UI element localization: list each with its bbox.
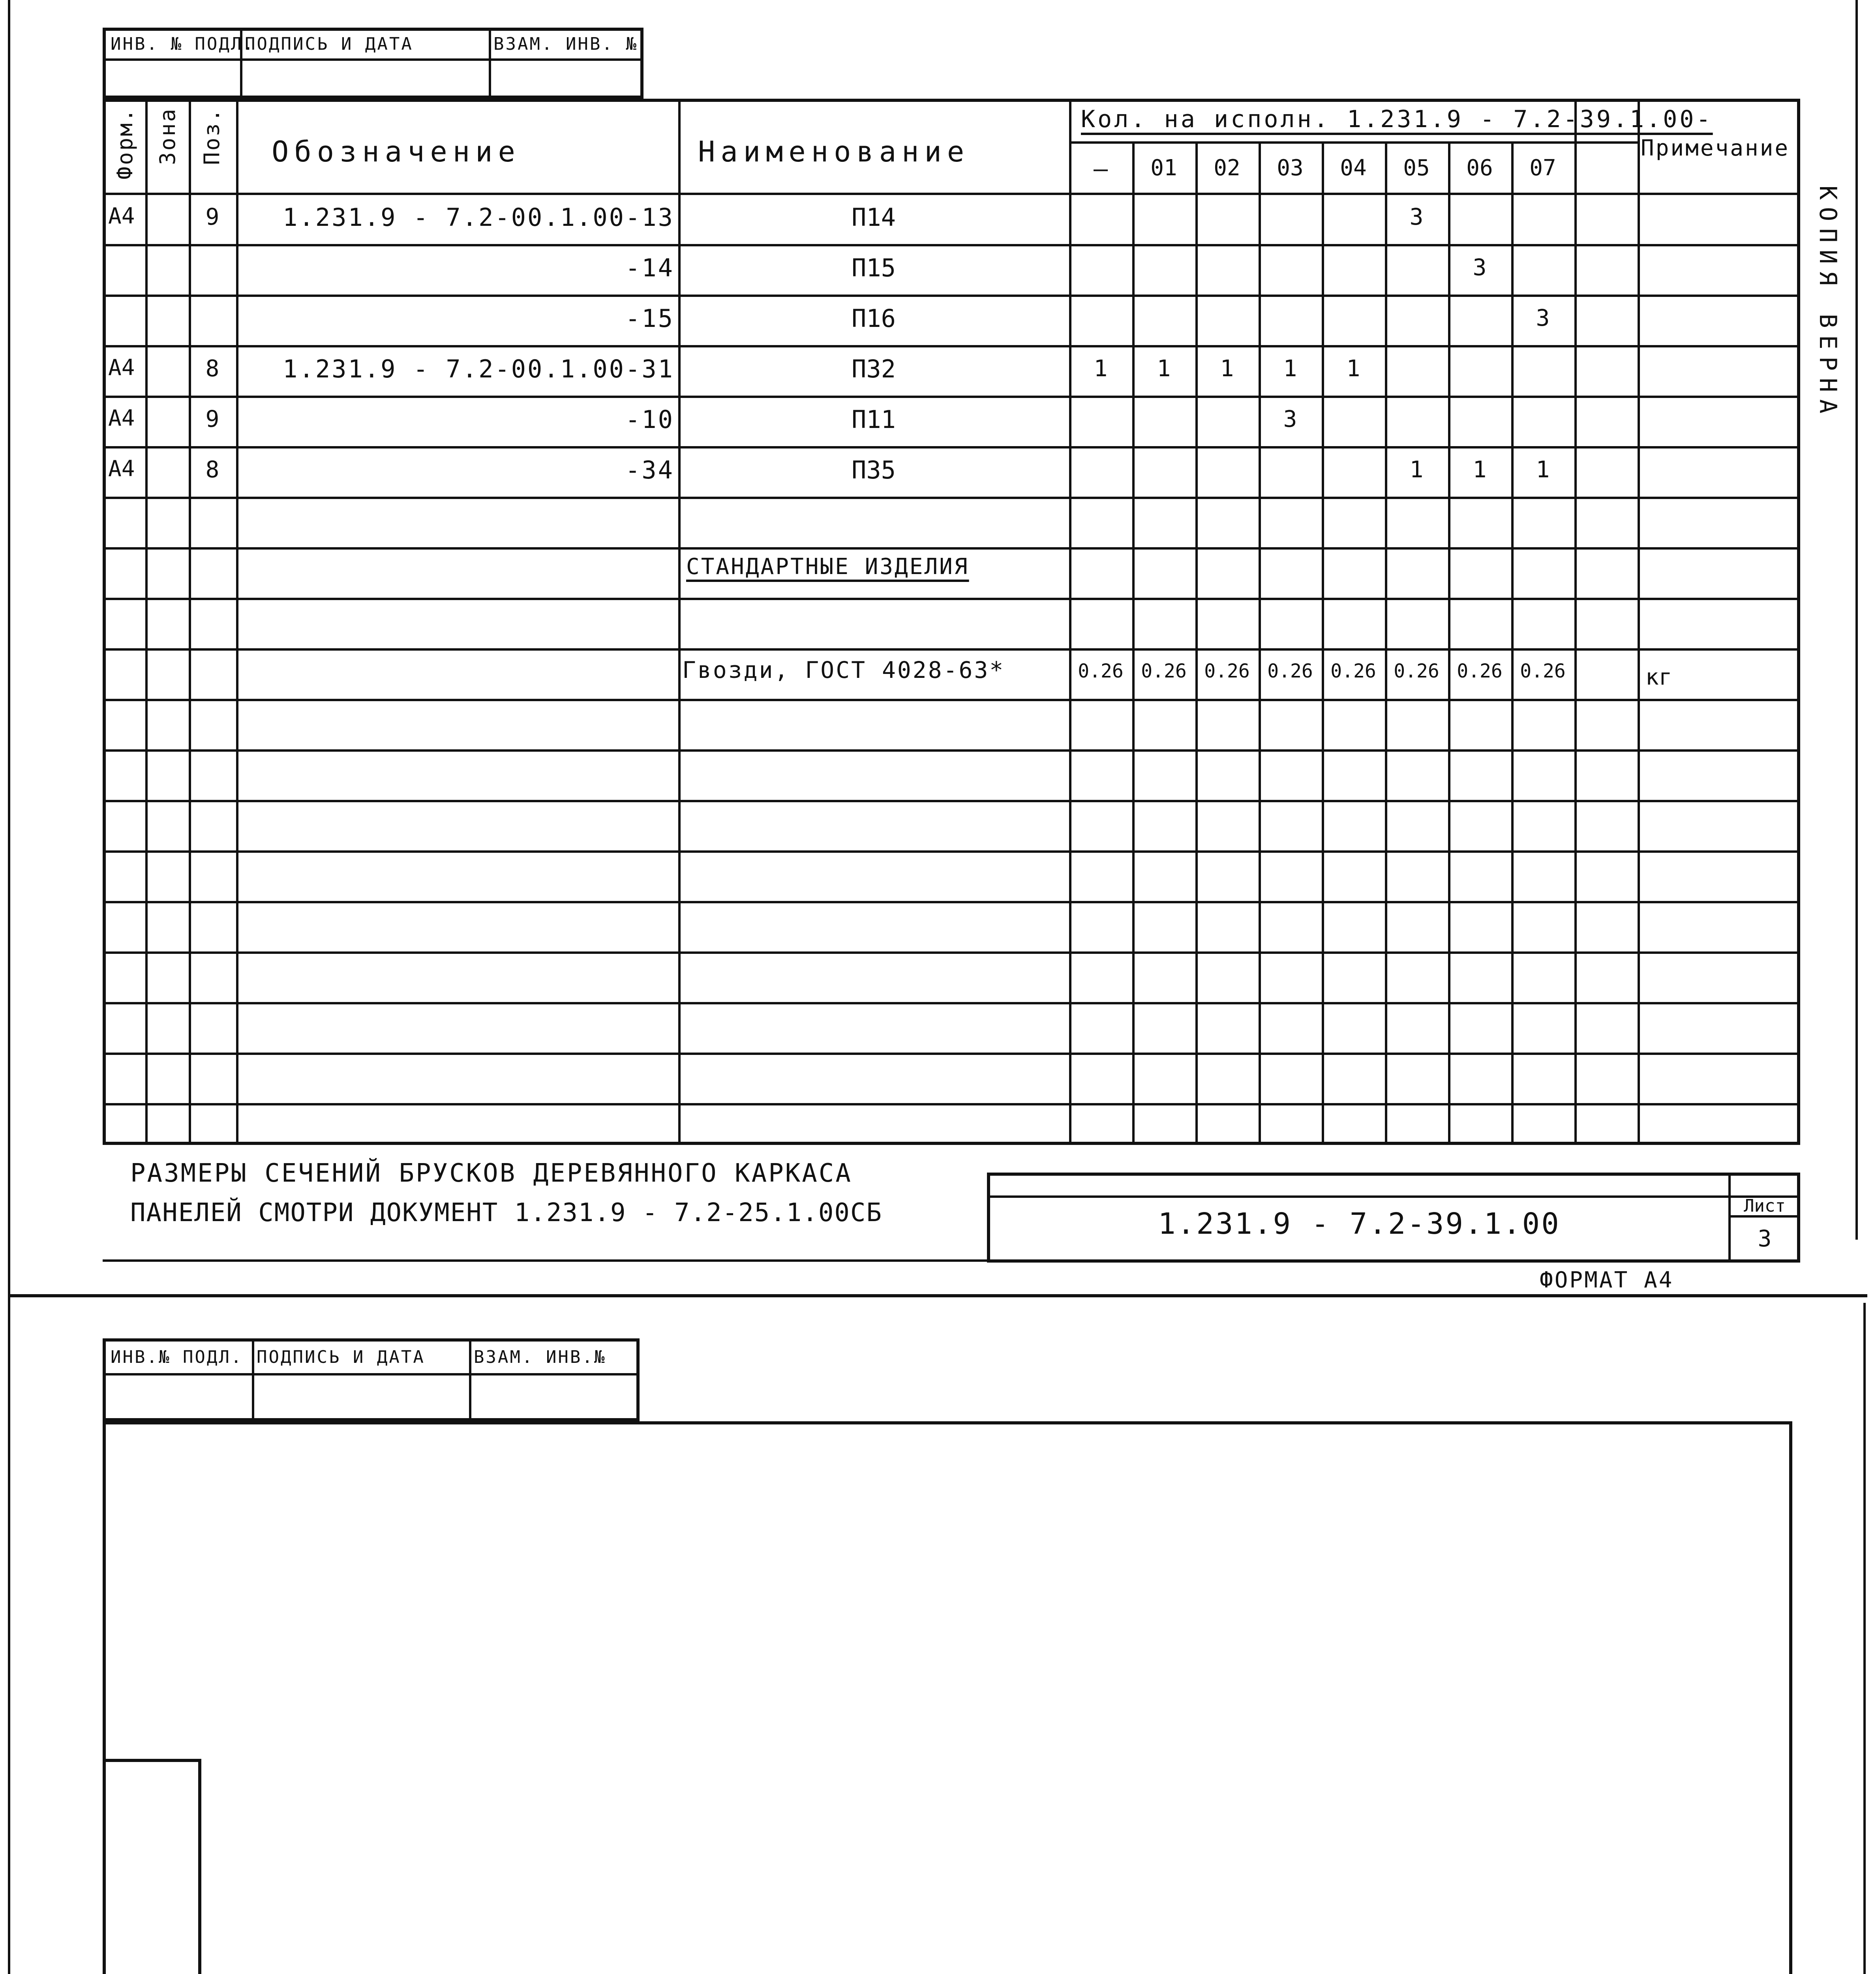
row-5-oboz: -34 (625, 456, 674, 484)
row-3-poz: 8 (205, 355, 219, 382)
doc-code: 1.231.9 - 7.2-39.1.00 (1158, 1207, 1561, 1241)
row-5-q7: 1 (1536, 456, 1550, 483)
bottom-stamp-vzam-inv: ВЗАМ. ИНВ.№ (474, 1347, 606, 1367)
row-4-q3: 3 (1283, 405, 1297, 432)
stamp-vzam-inv: ВЗАМ. ИНВ. № (493, 34, 638, 54)
title-block-left (987, 1173, 989, 1263)
variant-5: 05 (1403, 155, 1430, 181)
list-label: Лист (1744, 1196, 1786, 1216)
stamp-podpis-data: ПОДПИСЬ И ДАТА (245, 34, 413, 54)
row-4-poz: 9 (205, 405, 219, 432)
title-block (987, 1173, 1800, 1263)
row-0-naim: П14 (852, 203, 896, 232)
header-oboznachenie: Обозначение (272, 135, 521, 168)
row-3-oboz: 1.231.9 - 7.2-00.1.00-31 (283, 355, 674, 383)
nails-q4: 0.26 (1330, 660, 1376, 682)
bottom-right-frame-line (1863, 1303, 1866, 1974)
nails-naim: Гвозди, ГОСТ 4028-63* (682, 657, 1005, 683)
row-0-poz: 9 (205, 203, 219, 230)
header-naimenovanie: Наименование (698, 135, 970, 168)
variant-2: 02 (1214, 155, 1240, 181)
row-1-oboz: -14 (625, 253, 674, 282)
nails-q6: 0.26 (1457, 660, 1503, 682)
row-2-q7: 3 (1536, 304, 1550, 331)
row-5-format: А4 (108, 456, 135, 482)
row-2-oboz: -15 (625, 304, 674, 333)
row-3-format: А4 (108, 355, 135, 381)
row-3-q1: 1 (1157, 355, 1171, 382)
row-5-naim: П35 (852, 456, 896, 484)
bottom-stamp-inv-podl: ИНВ.№ ПОДЛ. (111, 1347, 243, 1367)
section-standard-items: СТАНДАРТНЫЕ ИЗДЕЛИЯ (686, 554, 969, 580)
nails-q1: 0.26 (1141, 660, 1187, 682)
variant-0: — (1093, 155, 1108, 183)
row-0-oboz: 1.231.9 - 7.2-00.1.00-13 (283, 203, 674, 232)
right-frame-line (1855, 0, 1858, 1240)
row-3-naim: П32 (852, 355, 896, 383)
top-stamp (103, 28, 643, 99)
header-poz: Поз. (199, 107, 224, 165)
nails-q2: 0.26 (1204, 660, 1250, 682)
row-4-oboz: -10 (625, 405, 674, 434)
row-5-q6: 1 (1473, 456, 1487, 483)
variant-7: 07 (1529, 155, 1556, 181)
side-stamp-kopiya: КОПИЯ ВЕРНА (1814, 186, 1842, 421)
row-3-q2: 1 (1220, 355, 1234, 382)
bottom-side-strip (103, 1759, 201, 1974)
header-zona: Зона (155, 107, 180, 165)
header-kol: Кол. на исполн. 1.231.9 - 7.2-39.1.00- (1081, 105, 1713, 133)
bottom-left-frame-line (8, 1295, 10, 1974)
bottom-frame (103, 1421, 1792, 1974)
row-0-q5: 3 (1409, 203, 1424, 230)
variant-6: 06 (1466, 155, 1493, 181)
nails-q0: 0.26 (1078, 660, 1124, 682)
note-line-2: ПАНЕЛЕЙ СМОТРИ ДОКУМЕНТ 1.231.9 - 7.2-25.1.00СБ (130, 1198, 882, 1227)
row-3-q4: 1 (1346, 355, 1360, 382)
nails-q7: 0.26 (1520, 660, 1566, 682)
variant-4: 04 (1340, 155, 1367, 181)
row-3-q3: 1 (1283, 355, 1297, 382)
variant-3: 03 (1277, 155, 1304, 181)
row-1-q6: 3 (1473, 254, 1487, 281)
format-label: ФОРМАТ А4 (1540, 1267, 1674, 1293)
header-format: Форм. (113, 107, 137, 180)
row-4-naim: П11 (852, 405, 896, 434)
note-line-1: РАЗМЕРЫ СЕЧЕНИЙ БРУСКОВ ДЕРЕВЯННОГО КАРКАСА (130, 1159, 852, 1188)
nails-q5: 0.26 (1394, 660, 1439, 682)
header-primechanie: Примечание (1641, 135, 1790, 161)
list-number: 3 (1758, 1225, 1772, 1252)
row-4-format: А4 (108, 405, 135, 431)
row-5-q5: 1 (1409, 456, 1424, 483)
row-1-naim: П15 (852, 253, 896, 282)
bottom-stamp-podpis-data: ПОДПИСЬ И ДАТА (257, 1347, 425, 1367)
row-3-q0: 1 (1094, 355, 1108, 382)
row-0-format: А4 (108, 203, 135, 229)
bottom-stamp (103, 1338, 640, 1421)
row-5-poz: 8 (205, 456, 219, 483)
nails-q3: 0.26 (1267, 660, 1313, 682)
row-2-naim: П16 (852, 304, 896, 333)
spec-table (103, 99, 1800, 1145)
variant-1: 01 (1150, 155, 1177, 181)
sheet-separator (8, 1294, 1867, 1297)
left-frame-line (8, 0, 10, 1295)
nails-unit: кг (1645, 664, 1672, 690)
stamp-inv-podl: ИНВ. № ПОДЛ. (111, 34, 255, 54)
